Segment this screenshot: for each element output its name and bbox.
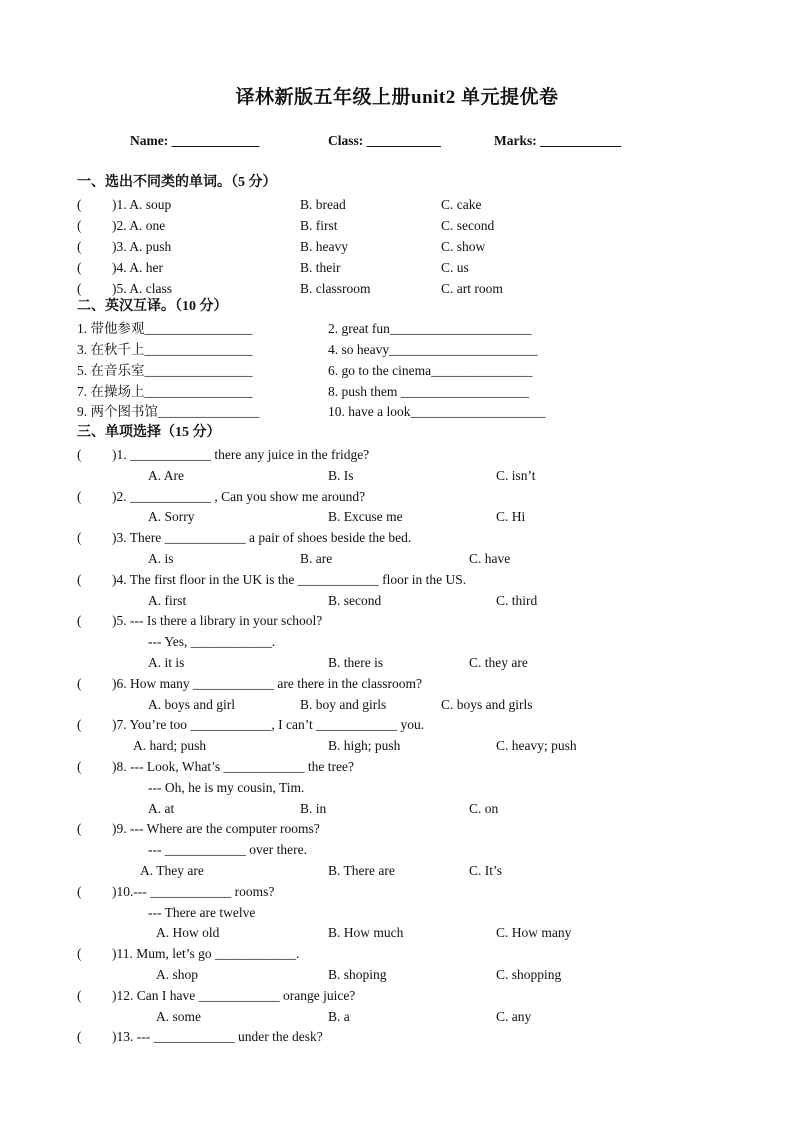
section1-heading: 一、选出不同类的单词。（5 分） — [77, 175, 277, 190]
question-stem: )1. ____________ there any juice in the fridge? — [112, 447, 370, 462]
question-sub: --- Oh, he is my cousin, Tim. — [148, 780, 305, 795]
option-c: C. show — [441, 239, 486, 254]
option-a: )4. A. her — [112, 260, 163, 275]
option-b: B. boy and girls — [300, 697, 387, 712]
option-c: C. shopping — [496, 967, 562, 982]
option-c: C. heavy; push — [496, 738, 577, 753]
answer-paren: ( — [77, 530, 82, 545]
option-a: A. Are — [148, 468, 184, 483]
answer-paren: ( — [77, 988, 82, 1003]
answer-paren: ( — [77, 1029, 82, 1044]
answer-paren: ( — [77, 447, 82, 462]
option-c: C. they are — [469, 655, 528, 670]
option-b: B. heavy — [300, 239, 348, 254]
option-b: B. There are — [328, 863, 395, 878]
option-b: B. first — [300, 218, 338, 233]
translation-item: 7. 在操场上________________ — [77, 384, 253, 399]
option-b: B. classroom — [300, 281, 371, 296]
option-b: B. are — [300, 551, 333, 566]
option-c: C. third — [496, 593, 538, 608]
option-a: A. it is — [148, 655, 185, 670]
question-stem: )4. The first floor in the UK is the ____________ floor in the US. — [112, 572, 467, 587]
question-stem: )3. There ____________ a pair of shoes beside the bed. — [112, 530, 412, 545]
option-b: B. bread — [300, 197, 346, 212]
name-field: Name: _____________ — [130, 133, 260, 148]
answer-paren: ( — [77, 572, 82, 587]
translation-item: 4. so heavy______________________ — [328, 342, 538, 357]
question-sub: --- ____________ over there. — [148, 842, 307, 857]
question-stem: )13. --- ____________ under the desk? — [112, 1029, 323, 1044]
option-c: C. art room — [441, 281, 503, 296]
translation-item: 8. push them ___________________ — [328, 384, 529, 399]
question-stem: )6. How many ____________ are there in the classroom? — [112, 676, 423, 691]
option-a: A. They are — [140, 863, 204, 878]
translation-item: 1. 带他参观________________ — [77, 321, 253, 336]
answer-paren: ( — [77, 218, 82, 233]
question-sub: --- There are twelve — [148, 905, 256, 920]
answer-paren: ( — [77, 281, 82, 296]
answer-paren: ( — [77, 821, 82, 836]
translation-item: 3. 在秋千上________________ — [77, 342, 253, 357]
option-c: C. cake — [441, 197, 482, 212]
option-c: C. second — [441, 218, 495, 233]
option-c: C. isn’t — [496, 468, 536, 483]
class-field: Class: ___________ — [328, 133, 441, 148]
question-stem: )12. Can I have ____________ orange juice? — [112, 988, 356, 1003]
option-b: B. How much — [328, 925, 404, 940]
option-b: B. there is — [328, 655, 384, 670]
option-b: B. high; push — [328, 738, 401, 753]
question-stem: )2. ____________ , Can you show me around? — [112, 489, 366, 504]
translation-item: 9. 两个图书馆_______________ — [77, 404, 260, 419]
answer-paren: ( — [77, 884, 82, 899]
option-a: )5. A. class — [112, 281, 172, 296]
answer-paren: ( — [77, 759, 82, 774]
section2-heading: 二、英汉互译。（10 分） — [77, 299, 228, 314]
question-stem: )10.--- ____________ rooms? — [112, 884, 275, 899]
answer-paren: ( — [77, 197, 82, 212]
translation-item: 10. have a look____________________ — [328, 404, 546, 419]
option-a: )1. A. soup — [112, 197, 172, 212]
option-a: A. shop — [156, 967, 199, 982]
answer-paren: ( — [77, 260, 82, 275]
option-b: B. shoping — [328, 967, 387, 982]
option-a: )2. A. one — [112, 218, 166, 233]
question-stem: )7. You’re too ____________, I can’t ____________ you. — [112, 717, 425, 732]
page-title: 译林新版五年级上册unit2 单元提优卷 — [235, 87, 559, 108]
option-b: B. a — [328, 1009, 350, 1024]
option-c: C. on — [469, 801, 499, 816]
option-b: B. Is — [328, 468, 354, 483]
option-a: )3. A. push — [112, 239, 172, 254]
question-stem: )8. --- Look, What’s ____________ the tree? — [112, 759, 354, 774]
answer-paren: ( — [77, 489, 82, 504]
translation-item: 5. 在音乐室________________ — [77, 363, 253, 378]
translation-item: 2. great fun_____________________ — [328, 321, 532, 336]
option-b: B. their — [300, 260, 341, 275]
option-c: C. boys and girls — [441, 697, 533, 712]
question-stem: )5. --- Is there a library in your school? — [112, 613, 323, 628]
option-a: A. How old — [156, 925, 220, 940]
answer-paren: ( — [77, 946, 82, 961]
option-c: C. Hi — [496, 509, 526, 524]
translation-item: 6. go to the cinema_______________ — [328, 363, 533, 378]
option-b: B. second — [328, 593, 382, 608]
option-c: C. us — [441, 260, 469, 275]
marks-field: Marks: ____________ — [494, 133, 622, 148]
option-c: C. any — [496, 1009, 532, 1024]
answer-paren: ( — [77, 717, 82, 732]
option-b: B. Excuse me — [328, 509, 403, 524]
option-a: A. first — [148, 593, 187, 608]
option-c: C. How many — [496, 925, 572, 940]
section3-heading: 三、单项选择（15 分） — [77, 425, 221, 440]
question-stem: )11. Mum, let’s go ____________. — [112, 946, 300, 961]
option-a: A. at — [148, 801, 175, 816]
option-a: A. boys and girl — [148, 697, 235, 712]
option-c: C. have — [469, 551, 511, 566]
question-stem: )9. --- Where are the computer rooms? — [112, 821, 320, 836]
option-a: A. Sorry — [148, 509, 195, 524]
option-b: B. in — [300, 801, 327, 816]
answer-paren: ( — [77, 613, 82, 628]
answer-paren: ( — [77, 676, 82, 691]
option-a: A. hard; push — [133, 738, 207, 753]
option-a: A. some — [156, 1009, 201, 1024]
option-a: A. is — [148, 551, 174, 566]
answer-paren: ( — [77, 239, 82, 254]
question-sub: --- Yes, ____________. — [148, 634, 276, 649]
option-c: C. It’s — [469, 863, 503, 878]
